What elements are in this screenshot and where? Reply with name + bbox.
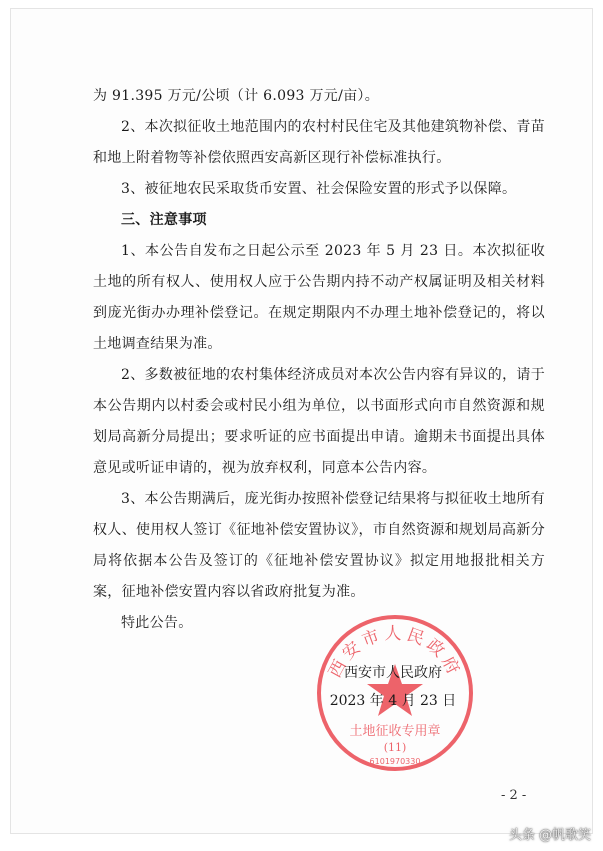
seal-code: 6101970330: [369, 757, 421, 766]
signature-date: 2023 年 4 月 23 日: [329, 693, 457, 709]
page-number: - 2 -: [501, 788, 527, 803]
document-body: [93, 81, 545, 639]
watermark-text: 头条 @帆歌笑: [508, 828, 591, 843]
paragraph-2: 2、本次拟征收土地范围内的农村村民住宅及其他建筑物补偿、青苗和地上附着物等补偿依照西安高新区现行补偿标准执行。: [93, 119, 545, 166]
section-heading: 三、注意事项: [121, 212, 207, 228]
paragraph-3: 3、被征地农民采取货币安置、社会保险安置的形式予以保障。: [121, 181, 517, 197]
signature-org: 西安市人民政府: [344, 665, 442, 681]
paragraph-6: 3、本公告期满后，庞光街办按照补偿登记结果将与拟征收土地所有权人、使用权人签订《征地补偿安置协议》，市自然资源和规划局高新分局将依据本公告及签订的《征地补偿安置协议》拟定用地报批相关方案，征地补偿安置内容以省政府批复为准。: [93, 491, 545, 600]
seal-inner-text: 土地征收专用章: [349, 724, 441, 739]
document-page: [10, 8, 593, 834]
closing-line: 特此公告。: [121, 615, 193, 631]
seal-top-text: 西安市人民政府: [325, 624, 465, 682]
paragraph-5: 2、多数被征地的农村集体经济成员对本次公告内容有异议的，请于本公告期内以村委会或村民小组为单位，以书面形式向市自然资源和规划局高新分局提出；要求听证的应书面提出申请。逾期未书面提出具体意见或听证申请的，视为放弃权利，同意本公告内容。: [93, 367, 545, 476]
signature-block: [313, 659, 473, 715]
seal-number: (11): [383, 741, 407, 754]
paragraph-4: 1、本公告自发布之日起公示至 2023 年 5 月 23 日。本次拟征收土地的所有权人、使用权人应于公告期内持不动产权属证明及相关材料到庞光街办办理补偿登记。在规定期限内不办理土地补偿登记的，将以土地调查结果为准。: [93, 243, 545, 352]
source-watermark: [509, 824, 591, 843]
paragraph-1: 为 91.395 万元/公顷（计 6.093 万元/亩）。: [93, 88, 379, 104]
